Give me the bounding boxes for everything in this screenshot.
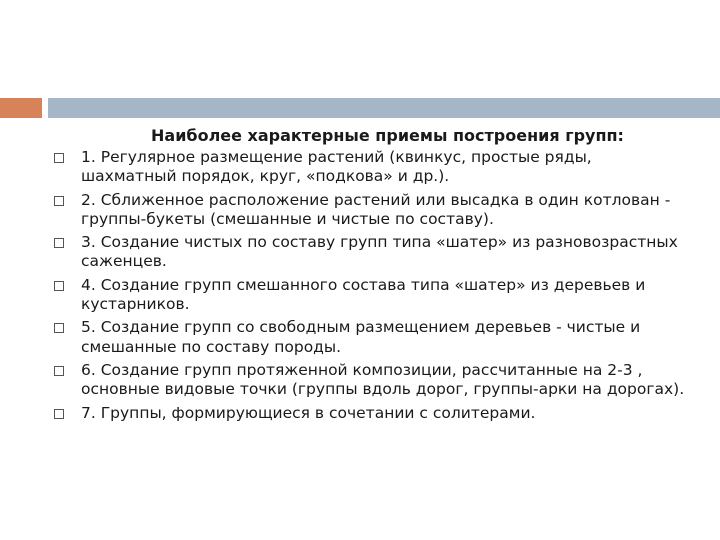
square-bullet-icon xyxy=(54,323,64,333)
list-item-text: 4. Создание групп смешанного состава типа «шатер» из деревьев и кустарников. xyxy=(81,275,646,314)
list-item-text: 6. Создание групп протяженной композиции, рассчитанные на 2-3 , основные видовые точки (группы вдоль дорог, группы-арки на дорогах). xyxy=(81,360,685,399)
list-item-text: 1. Регулярное размещение растений (квинкус, простые ряды, шахматный порядок, круг, «подкова» и др.). xyxy=(81,148,592,186)
list-item-text: 2. Сближенное расположение растений или высадка в один котлован - группы-букеты (смешанные и чистые по составу). xyxy=(81,190,671,228)
list-item-text: 7. Группы, формирующиеся в сочетании с солитерами. xyxy=(81,403,536,422)
square-bullet-icon xyxy=(54,238,64,248)
list-item xyxy=(48,361,688,400)
list-item xyxy=(48,404,688,423)
list-item-text: 3. Создание чистых по составу групп типа «шатер» из разновозрастных саженцев. xyxy=(81,233,678,271)
accent-bar-orange xyxy=(0,98,42,118)
list-item-text: 5. Создание групп со свободным размещением деревьев - чистые и смешанные по составу породы. xyxy=(81,318,641,356)
square-bullet-icon xyxy=(54,153,64,163)
list-item xyxy=(48,233,688,272)
square-bullet-icon xyxy=(54,196,64,206)
list-item xyxy=(48,276,688,315)
list-item xyxy=(48,148,688,187)
list-item xyxy=(48,318,688,357)
slide-content xyxy=(48,125,688,427)
accent-bar-blue xyxy=(48,98,720,118)
list-item xyxy=(48,191,688,230)
square-bullet-icon xyxy=(54,366,64,376)
bullet-list xyxy=(48,148,688,423)
slide-heading: Наиболее характерные приемы построения групп: xyxy=(151,126,624,145)
square-bullet-icon xyxy=(54,409,64,419)
square-bullet-icon xyxy=(54,281,64,291)
